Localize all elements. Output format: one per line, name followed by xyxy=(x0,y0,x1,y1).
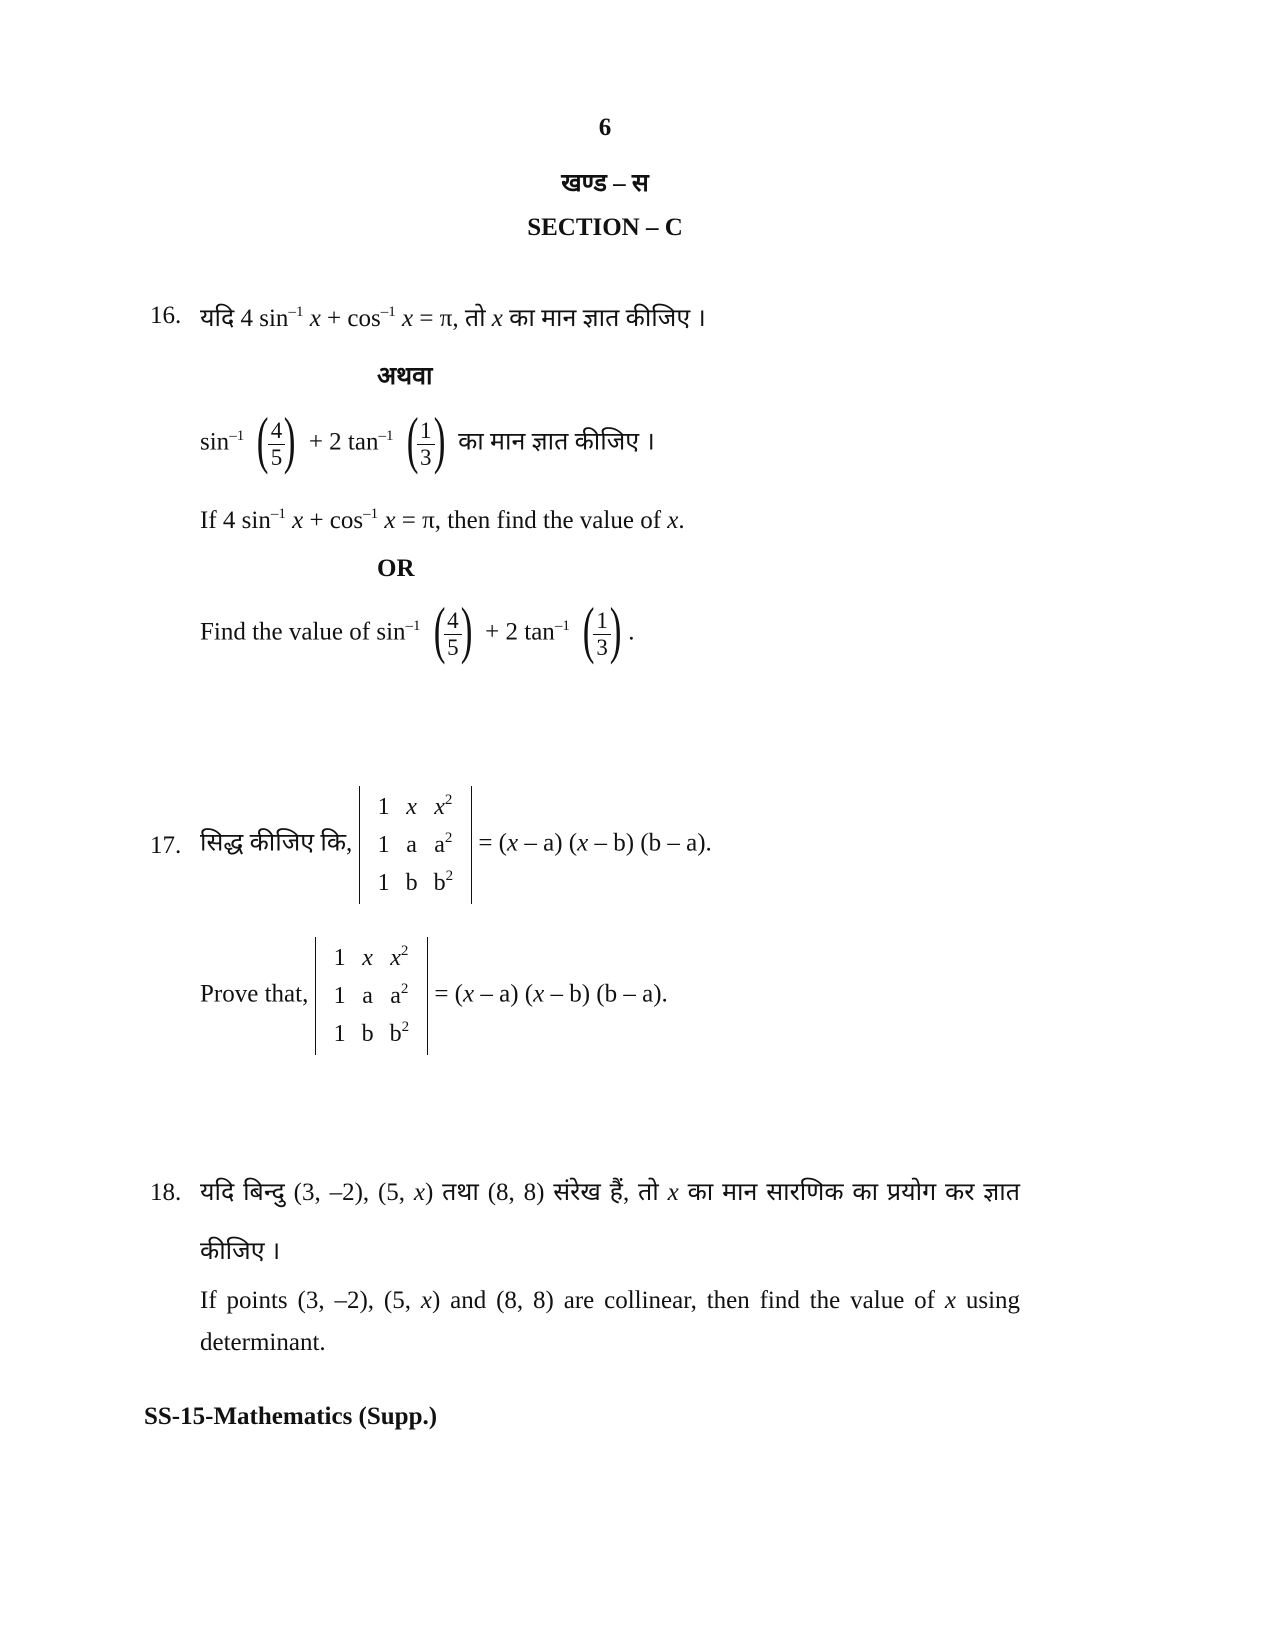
or-label-hindi: अथवा xyxy=(377,363,433,390)
q17-hindi-statement: सिद्ध कीजिए कि, 1 x $x^2$ 1 a $a^2$ 1 b $b^2$ = (x – a) (x – b) (b – a). xyxy=(200,786,712,904)
determinant-rhs: = (x – a) (x – b) (b – a). xyxy=(478,829,712,857)
determinant: 1 x $x^2$ 1 a $a^2$ 1 b $b^2$ xyxy=(315,937,429,1055)
section-title-hindi: खण्ड – स xyxy=(561,170,649,197)
q18-hindi-line-1: यदि बिन्दु (3, –2), (5, x) तथा (8, 8) संरेख हैं, तो x का मान सारणिक का प्रयोग कर ज्ञात xyxy=(200,1179,1021,1206)
fraction-1-3: ( $\frac{1}{3}$ ) xyxy=(582,594,622,665)
q16-english-question: If 4 $\sin^{-1} x + \cos^{-1} x = \pi$, then find the value of x. xyxy=(200,506,685,534)
q16-hindi-question: यदि 4 $\sin^{-1} x + \cos^{-1} x = \pi$, तो x का मान ज्ञात कीजिए । xyxy=(200,304,706,332)
page-number: 6 xyxy=(598,114,612,141)
question-number-16: 16. xyxy=(150,302,182,329)
q16-hindi-alternative: $\sin^{-1}$ ( $\frac{4}{5}$ ) + 2 $\tan^{-1}$ ( $\frac{1}{3}$ ) का मान ज्ञात कीजिए । xyxy=(200,404,655,475)
fraction-4-5: ( $\frac{4}{5}$ ) xyxy=(433,594,473,665)
determinant-rhs: = (x – a) (x – b) (b – a). xyxy=(434,980,668,1008)
section-title-english: SECTION – C xyxy=(527,214,683,241)
determinant: 1 x $x^2$ 1 a $a^2$ 1 b $b^2$ xyxy=(359,786,473,904)
or-label-english: OR xyxy=(377,555,415,582)
q18-hindi-line-2: कीजिए । xyxy=(200,1238,281,1265)
question-number-17: 17. xyxy=(150,832,182,859)
fraction-1-3: ( $\frac{1}{3}$ ) xyxy=(406,404,446,475)
fraction-4-5: ( $\frac{4}{5}$ ) xyxy=(257,404,296,475)
q18-english-line-2: determinant. xyxy=(200,1329,326,1356)
question-number-18: 18. xyxy=(150,1179,182,1206)
q18-english-line-1: If points (3, –2), (5, x) and (8, 8) are collinear, then find the value of x using xyxy=(200,1287,1021,1314)
q17-english-statement: Prove that, 1 x $x^2$ 1 a $a^2$ 1 b $b^2$ = (x – a) (x – b) (b – a). xyxy=(200,937,668,1055)
q16-english-alternative: Find the value of $\sin^{-1}$ ( $\frac{4}{5}$ ) + 2 $\tan^{-1}$ ( $\frac{1}{3}$ ) . xyxy=(200,594,635,665)
paper-code-footer: SS-15-Mathematics (Supp.) xyxy=(144,1403,438,1430)
